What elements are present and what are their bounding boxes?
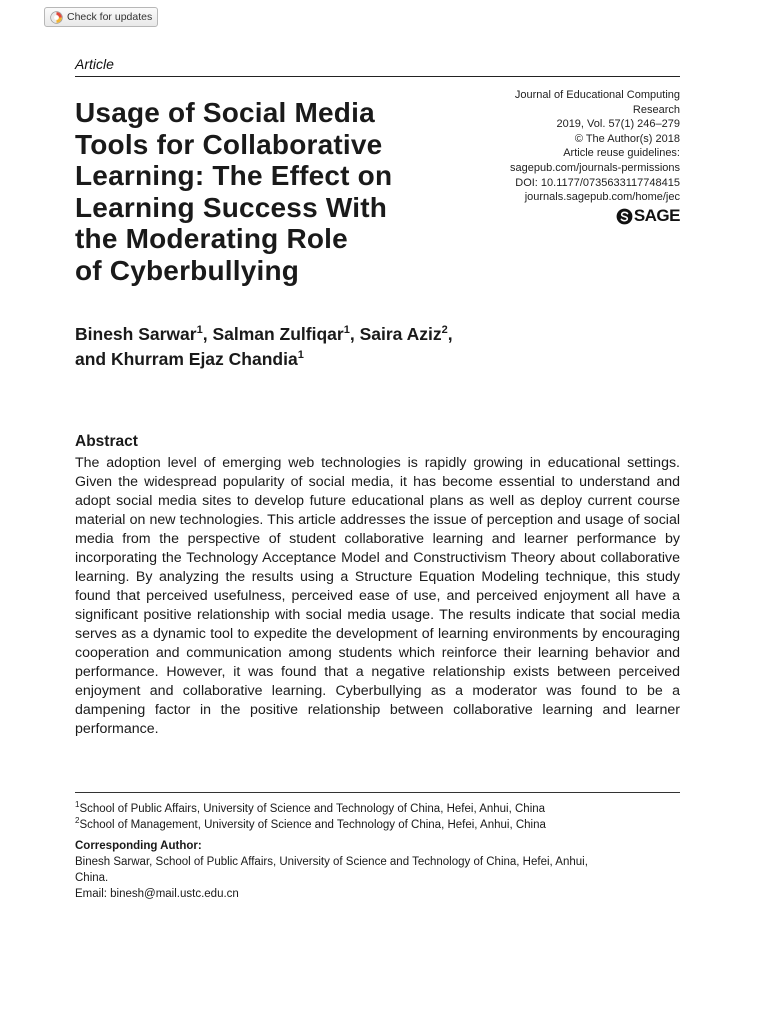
paper-title (75, 97, 455, 286)
sage-s-icon (616, 208, 633, 225)
journal-name-cont: Research (632, 103, 680, 116)
affiliation-marker: 1 (343, 324, 350, 337)
affiliation-text: School of Management, University of Science and Technology of China, Hefei, Anhui, China (79, 819, 546, 831)
check-for-updates-icon (50, 11, 63, 24)
corresponding-author-email[interactable]: Email: binesh@mail.ustc.edu.cn (75, 888, 239, 900)
reuse-guidelines-link[interactable]: sagepub.com/journals-permissions (510, 161, 680, 174)
sage-logo-text: SAGE (633, 206, 680, 225)
affiliation-number: 2 (75, 816, 80, 826)
title-line: Learning: The Effect on (75, 160, 393, 191)
corresponding-author (75, 838, 680, 902)
title-line: Usage of Social Media (75, 97, 375, 128)
author-list (75, 322, 635, 372)
title-line: Tools for Collaborative (75, 128, 383, 160)
journal-info (480, 88, 680, 205)
article-type-label: Article (75, 56, 114, 72)
author-separator: , (202, 324, 213, 344)
footnote-divider (75, 792, 680, 793)
copyright-notice: © The Author(s) 2018 (574, 132, 680, 145)
journal-name: Journal of Educational Computing (514, 89, 680, 101)
corresponding-author-address: Binesh Sarwar, School of Public Affairs, University of Science and Technology of China, Hefei, Anhui, (75, 856, 588, 868)
publisher-logo (616, 206, 680, 226)
corresponding-author-address-cont: China. (75, 872, 109, 884)
affiliation-marker: 1 (297, 349, 304, 362)
affiliations (75, 801, 680, 833)
affiliation-marker: 1 (196, 324, 203, 337)
title-line: the Moderating Role (75, 223, 348, 254)
reuse-guidelines-label: Article reuse guidelines: (563, 147, 680, 160)
doi-link[interactable]: DOI: 10.1177/0735633117748415 (515, 176, 680, 189)
abstract-heading: Abstract (75, 433, 138, 450)
author-name: Saira Aziz (359, 324, 442, 344)
author-separator: , (349, 324, 360, 344)
affiliation-number: 1 (75, 800, 80, 810)
affiliation-text: School of Public Affairs, University of Science and Technology of China, Hefei, Anhui, China (79, 803, 546, 815)
corresponding-author-heading: Corresponding Author: (75, 840, 202, 852)
journal-homepage-link[interactable]: journals.sagepub.com/home/jec (524, 191, 680, 204)
author-name: Binesh Sarwar (75, 324, 197, 344)
check-for-updates-label: Check for updates (67, 11, 153, 23)
author-conjunction: and (75, 349, 111, 369)
author-separator: , (447, 324, 453, 344)
affiliation-marker: 2 (441, 324, 448, 337)
title-line: of Cyberbullying (75, 254, 300, 286)
header-divider (75, 76, 680, 77)
affiliation-item (75, 801, 680, 817)
author-name: Khurram Ejaz Chandia (110, 349, 298, 369)
affiliation-item (75, 817, 680, 833)
check-for-updates-button[interactable] (44, 7, 158, 27)
title-line: Learning Success With (75, 191, 388, 223)
journal-volume: 2019, Vol. 57(1) 246–279 (556, 118, 680, 131)
abstract-text: The adoption level of emerging web technologies is rapidly growing in educational settings. Given the widespread popularity of social media, it has become essential to understand and adopt social media sites to develop future educational plans as well as deploy current course material on new technologies. This article addresses the issue of perception and usage of social media from the perspective of student collaborative learning and learner performance by incorporating the Technology Acceptance Model and Constructivism Theory about collaborative learning. By analyzing the results using a Structure Equation Modeling technique, this study found that perceived usefulness, perceived ease of use, and perceived enjoyment all have a significant positive relationship with social media usage. The results indicate that social media serves as a dynamic tool to expedite the development of learning environments by encouraging cooperation and communication among students which reinforce their learning behavior and performance. However, it was found that a negative relationship exists between perceived enjoyment and collaborative learning. Cyberbullying as a moderator was found to be a dampening factor in the positive relationship between collaborative learning and learner performance. (75, 455, 680, 737)
author-name: Salman Zulfiqar (212, 324, 344, 344)
